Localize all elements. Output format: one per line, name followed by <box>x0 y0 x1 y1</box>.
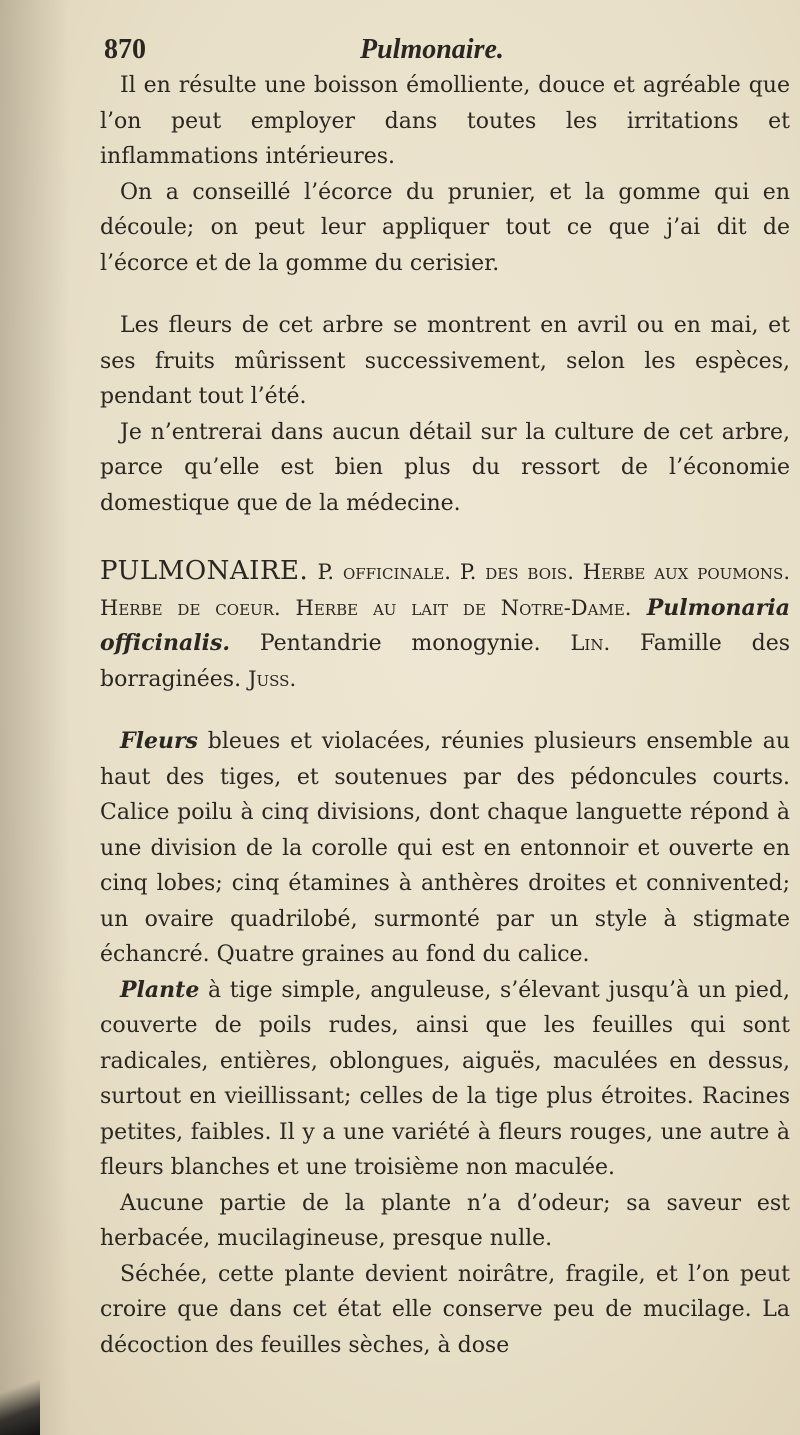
paragraph-sechee: Séchée, cette plante devient noirâtre, fragile, et l’on peut croire que dans cet état elle conserve peu de mucilage. La décoction des feuilles sèches, à dose <box>100 1261 790 1358</box>
entry-pulmonaire <box>100 554 790 697</box>
entry-classification: Pentandrie monogynie. <box>259 631 541 656</box>
running-title: Pulmonaire. <box>360 34 504 65</box>
entry-juss-label: Juss. <box>248 666 297 691</box>
paragraph-culture: Je n’entrerai dans aucun détail sur la culture de cet arbre, parce qu’elle est bien plus du ressort de l’économie domestique que de la médecine. <box>100 419 790 516</box>
page-number: 870 <box>104 34 146 65</box>
paragraph-plante <box>100 973 790 1186</box>
fleurs-label: Fleurs <box>120 728 198 754</box>
page-text-block <box>100 22 790 1363</box>
paragraph-odeur: Aucune partie de la plante n’a d’odeur; sa saveur est herbacée, mucilagineuse, presque nulle. <box>100 1190 790 1251</box>
entry-latin-name: Pulmonaria officinalis. <box>100 594 790 656</box>
plante-text: à tige simple, anguleuse, s’élevant jusqu’à un pied, couverte de poils rudes, ainsi que les feuilles qui sont radicales, entières, oblongues, aiguës, maculées en dessus, surtout en vieillissant; celles de la tige plus étroites. Racines petites, faibles. Il y a une variété à fleurs rouges, une autre à fleurs blanches et une troisième non maculée. <box>100 977 790 1180</box>
fleurs-text: bleues et violacées, réunies plusieurs ensemble au haut des tiges, et soutenues par des pédoncules courts. Calice poilu à cinq divisions, dont chaque languette répond à une division de la corolle qui est en entonnoir et ouverte en cinq lobes; cinq étamines à anthères droites et connivented; un ovaire quadrilobé, surmonté par un style à stigmate échancré. Quatre graines au fond du calice. <box>100 729 790 967</box>
entry-synonyms: P. officinale. P. des bois. Herbe aux poumons. Herbe de coeur. Herbe au lait de Notre-Dame. <box>100 560 791 620</box>
entry-lin-label: Lin. <box>570 631 611 655</box>
paragraph-ecorce: On a conseillé l’écorce du prunier, et la gomme qui en découle; on peut leur appliquer tout ce que j’ai dit de l’écorce et de la gomme du cerisier. <box>100 179 790 276</box>
page-header <box>100 22 790 68</box>
entry-headword: PULMONAIRE. <box>100 556 309 586</box>
scan-corner-shadow <box>0 1355 40 1435</box>
plante-label: Plante <box>120 976 200 1003</box>
paragraph-fleurs <box>100 724 790 973</box>
paragraph-boisson: Il en résulte une boisson émolliente, douce et agréable que l’on peut employer dans toutes les irritations et inflammations intérieures. <box>100 73 790 169</box>
entry-family: Famille des borraginées. <box>100 631 791 692</box>
paragraph-fleurs-arbre: Les fleurs de cet arbre se montrent en avril ou en mai, et ses fruits mûrissent successivement, selon les espèces, pendant tout l’été. <box>100 313 790 409</box>
page-gutter-shadow <box>0 0 70 1435</box>
